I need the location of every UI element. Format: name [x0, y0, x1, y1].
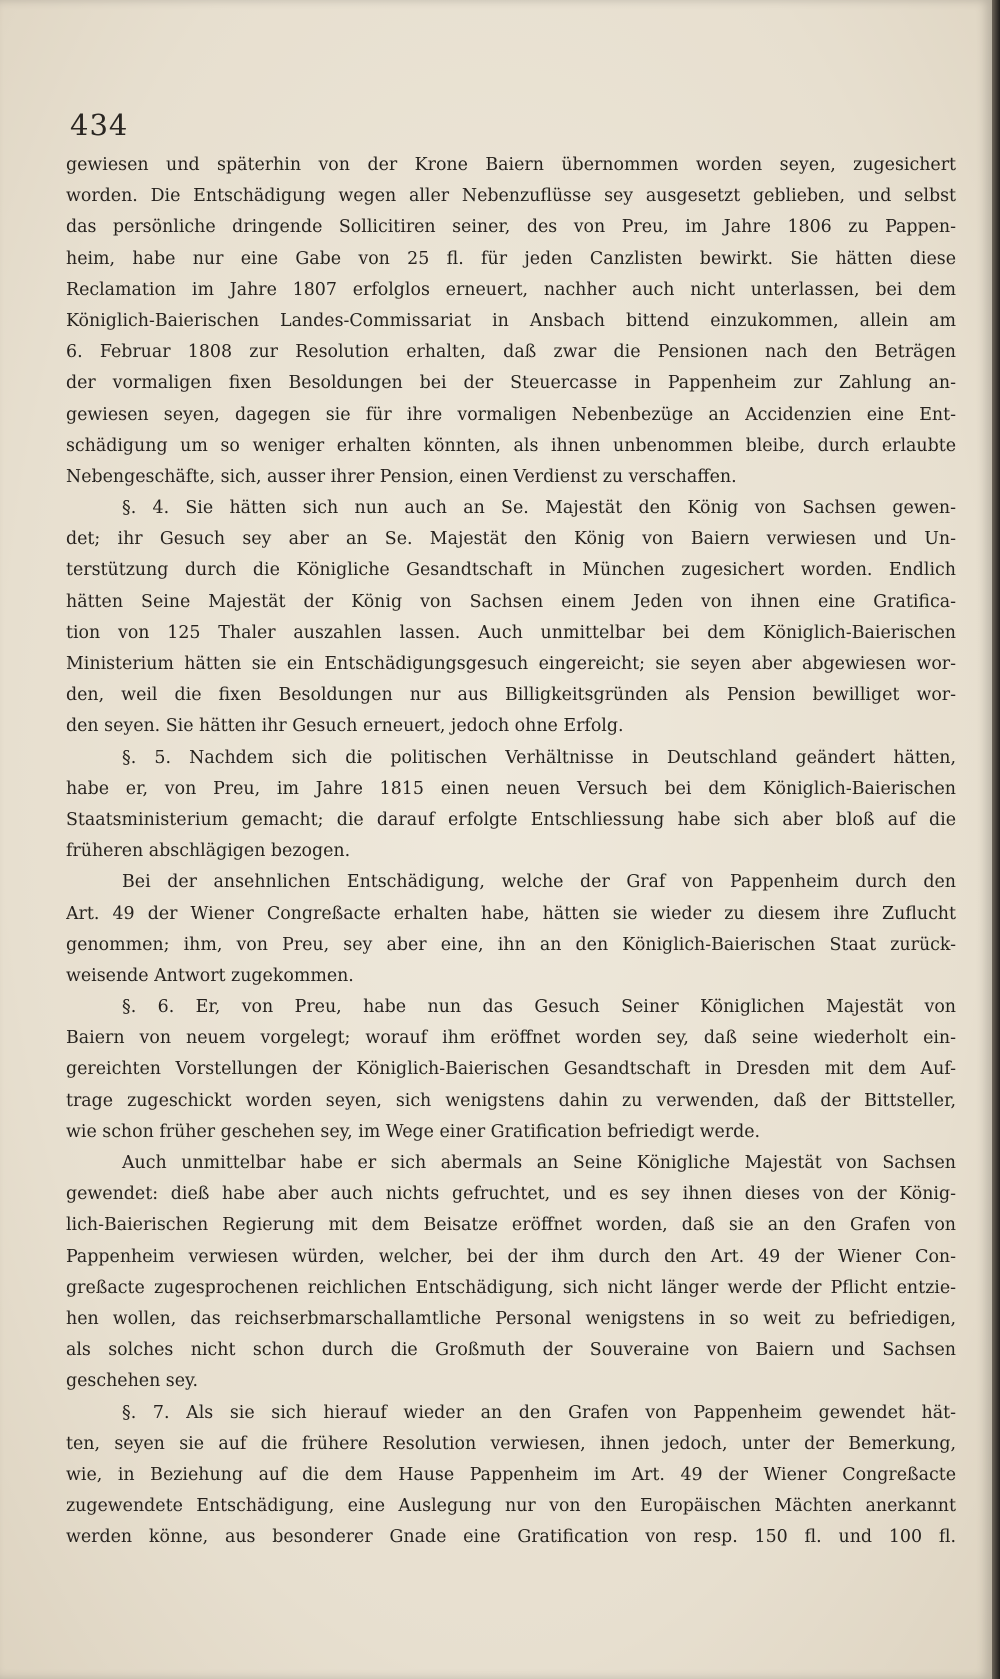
text-line: gewiesen seyen, dagegen sie für ihre vormaligen Nebenbezüge an Accidenzien eine Ent-: [66, 404, 956, 425]
text-line: trage zugeschickt worden seyen, sich wenigstens dahin zu verwenden, daß der Bittsteller,: [66, 1090, 956, 1111]
text-line: früheren abschlägigen bezogen.: [66, 841, 351, 862]
page-text: [66, 150, 956, 1553]
text-line: Bei der ansehnlichen Entschädigung, welche der Graf von Pappenheim durch den: [122, 872, 956, 893]
text-line: werden könne, aus besonderer Gnade eine Gratification von resp. 150 fl. und 100 fl.: [66, 1527, 956, 1548]
text-line: Pappenheim verwiesen würden, welcher, bei der ihm durch den Art. 49 der Wiener Con-: [66, 1246, 956, 1267]
text-line: §. 7. Als sie sich hierauf wieder an den Grafen von Pappenheim gewendet hät-: [122, 1402, 956, 1423]
text-line: weisende Antwort zugekommen.: [66, 965, 354, 986]
text-line: Auch unmittelbar habe er sich abermals an Seine Königliche Majestät von Sachsen: [122, 1153, 956, 1173]
text-line: Nebengeschäfte, sich, ausser ihrer Pension, einen Verdienst zu verschaffen.: [66, 466, 737, 487]
text-line: wie schon früher geschehen sey, im Wege einer Gratification befriedigt werde.: [66, 1121, 761, 1142]
text-line: heim, habe nur eine Gabe von 25 fl. für jeden Canzlisten bewirkt. Sie hätten diese: [66, 248, 956, 269]
text-line: terstützung durch die Königliche Gesandtschaft in München zugesichert worden. Endlich: [66, 560, 956, 581]
text-line: det; ihr Gesuch sey aber an Se. Majestät den König von Baiern verwiesen und Un-: [66, 529, 956, 550]
text-line: worden. Die Entschädigung wegen aller Nebenzuflüsse sey ausgesetzt geblieben, und selbst: [66, 186, 956, 207]
text-line: das persönliche dringende Sollicitiren seiner, des von Preu, im Jahre 1806 zu Pappen-: [66, 217, 956, 238]
text-line: den seyen. Sie hätten ihr Gesuch erneuert, jedoch ohne Erfolg.: [66, 716, 624, 737]
text-line: zugewendete Entschädigung, eine Auslegung nur von den Europäischen Mächten anerkannt: [66, 1496, 956, 1517]
text-line: §. 5. Nachdem sich die politischen Verhältnisse in Deutschland geändert hätten,: [122, 747, 956, 768]
text-line: §. 4. Sie hätten sich nun auch an Se. Majestät den König von Sachsen gewen-: [122, 498, 956, 519]
page-edge-shadow: [992, 0, 1000, 1679]
text-line: als solches nicht schon durch die Großmuth der Souveraine von Baiern und Sachsen: [66, 1340, 956, 1361]
text-line: Baiern von neuem vorgelegt; worauf ihm eröffnet worden sey, daß seine wiederholt ein-: [66, 1028, 956, 1049]
text-line: lich-Baierischen Regierung mit dem Beisatze eröffnet worden, daß sie an den Grafen von: [66, 1215, 956, 1236]
text-line: geschehen sey.: [66, 1371, 199, 1392]
text-line: gereichten Vorstellungen der Königlich-Baierischen Gesandtschaft in Dresden mit dem Auf-: [66, 1059, 956, 1080]
text-line: Königlich-Baierischen Landes-Commissariat in Ansbach bittend einzukommen, allein am: [66, 310, 956, 331]
text-line: Ministerium hätten sie ein Entschädigungsgesuch eingereicht; sie seyen aber abgewiesen wor-: [66, 654, 956, 674]
text-line: 6. Februar 1808 zur Resolution erhalten, daß zwar die Pensionen nach den Beträgen: [66, 342, 956, 363]
text-line: wie, in Beziehung auf die dem Hause Pappenheim im Art. 49 der Wiener Congreßacte: [66, 1464, 956, 1485]
text-line: §. 6. Er, von Preu, habe nun das Gesuch Seiner Königlichen Majestät von: [122, 997, 956, 1018]
text-line: den, weil die fixen Besoldungen nur aus Billigkeitsgründen als Pension bewilliget wor-: [66, 685, 956, 706]
text-line: hen wollen, das reichserbmarschallamtliche Personal wenigstens in so weit zu befriedigen,: [66, 1308, 956, 1329]
text-line: tion von 125 Thaler auszahlen lassen. Auch unmittelbar bei dem Königlich-Baierischen: [66, 622, 956, 643]
text-line: der vormaligen fixen Besoldungen bei der Steuercasse in Pappenheim zur Zahlung an-: [66, 373, 956, 394]
text-line: hätten Seine Majestät der König von Sachsen einem Jeden von ihnen eine Gratifica-: [66, 591, 956, 612]
text-line: genommen; ihm, von Preu, sey aber eine, ihn an den Königlich-Baierischen Staat zurück-: [66, 934, 956, 955]
text-line: habe er, von Preu, im Jahre 1815 einen neuen Versuch bei dem Königlich-Baierischen: [66, 778, 956, 799]
text-line: greßacte zugesprochenen reichlichen Entschädigung, sich nicht länger werde der Pflicht entzie-: [66, 1277, 956, 1298]
text-line: schädigung um so weniger erhalten könnten, als ihnen unbenommen bleibe, durch erlaubte: [66, 435, 956, 456]
text-line: gewiesen und späterhin von der Krone Baiern übernommen worden seyen, zugesichert: [66, 155, 956, 175]
text-line: ten, seyen sie auf die frühere Resolution verwiesen, ihnen jedoch, unter der Bemerkung,: [66, 1433, 956, 1454]
page-number: 434: [70, 108, 129, 142]
text-line: Art. 49 der Wiener Congreßacte erhalten habe, hätten sie wieder zu diesem ihre Zuflucht: [66, 903, 956, 924]
text-line: gewendet: dieß habe aber auch nichts gefruchtet, und es sey ihnen dieses von der König-: [66, 1184, 956, 1205]
text-line: Staatsministerium gemacht; die darauf erfolgte Entschliessung habe sich aber bloß auf die: [66, 809, 956, 830]
text-line: Reclamation im Jahre 1807 erfolglos erneuert, nachher auch nicht unterlassen, bei dem: [66, 279, 956, 300]
